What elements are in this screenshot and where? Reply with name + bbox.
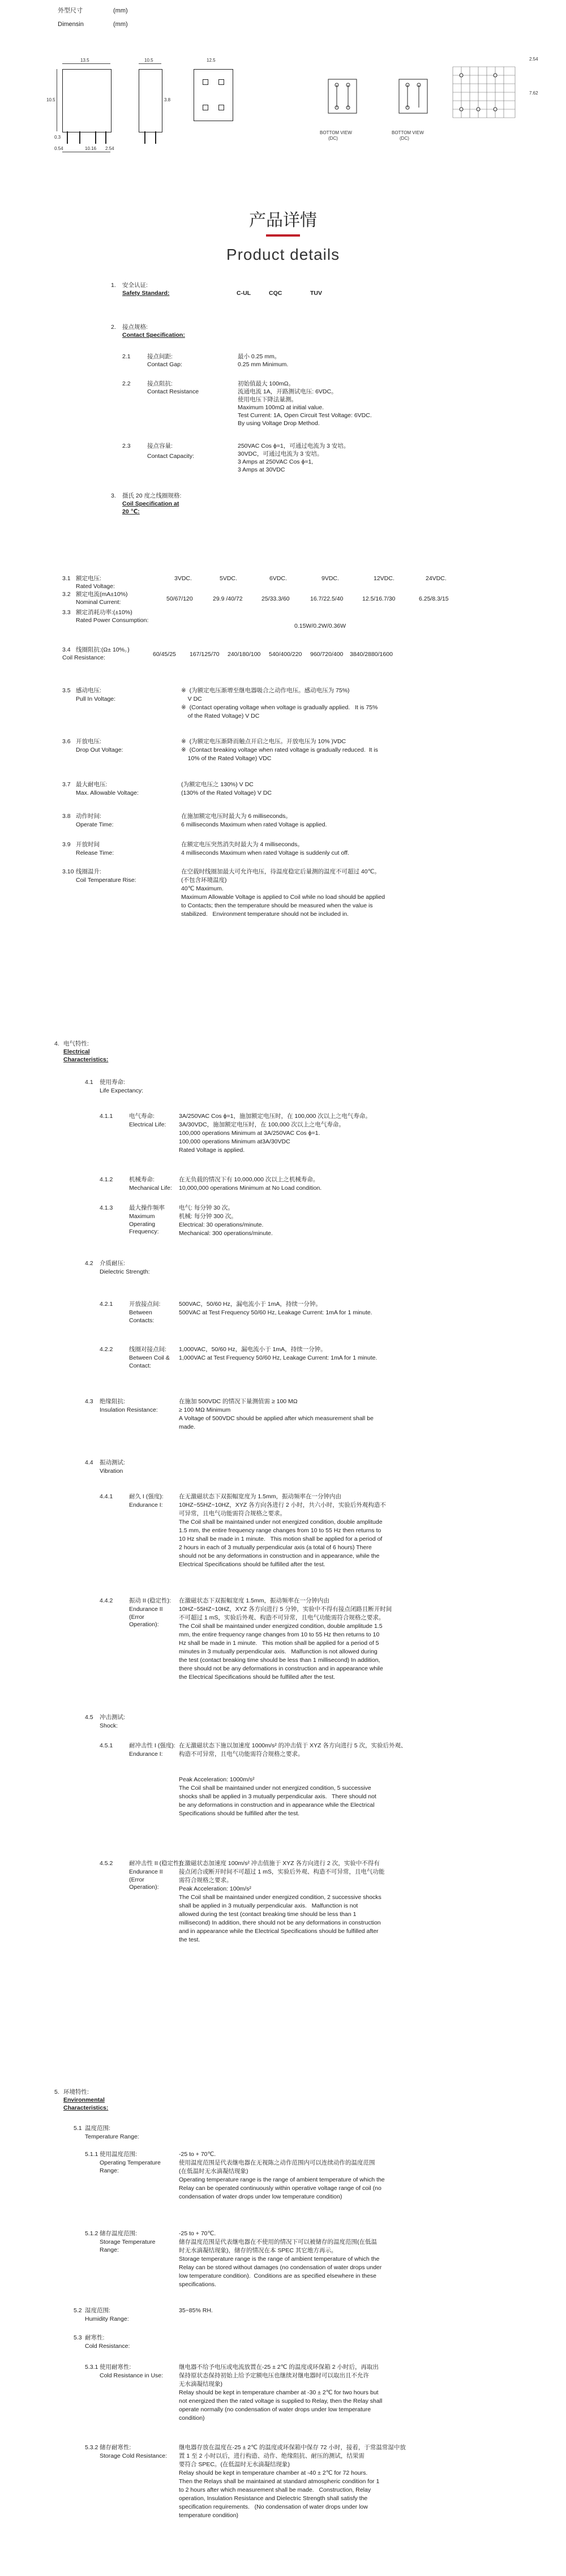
item-value-line: 在无激磁状态下施以加速度 1000m/s² 的冲击值于 XYZ 各方向进行 5 次，实验后外观、 [179,1742,407,1749]
cert-cul: C-UL [237,290,251,297]
item-label-en: Coil Temperature Rise: [76,877,136,884]
item-value-line: temperature condition) [179,2512,239,2519]
item-label-cn: 线圈对接点间: [129,1346,166,1353]
item-value-line: Specifications should be fulfilled after the test. [179,1810,300,1817]
item-value-line: and in appearance while the Electrical Specifications should be fulfilled after [179,1928,379,1935]
item-value-line: The Coil shall be maintained under not energized condition, double amplitude [179,1519,383,1525]
schematic-svg [317,68,368,136]
cert-cqc: CQC [269,290,282,297]
item-label-cn: 动作时间: [76,813,101,820]
coil-value: 0.15W/0.2W/0.36W [294,623,346,629]
item-num: 4.2 [85,1260,93,1267]
row-num: 3.1 [62,575,71,582]
item-num: 3.10 [62,868,74,875]
item-value-line: Relay should be kept in temperature chamber at -40 ± 2℃ for 72 hours. [179,2470,368,2476]
item-label-en: Temperature Range: [85,2133,139,2140]
item-label-en: Storage Cold Resistance: [100,2453,168,2459]
item-label-cn: 使用寿命: [100,1079,125,1086]
item-value-line: to 2 hours after which measurement shall be made. Construction, Relay [179,2487,371,2493]
item-value: Test Current: 1A, Open Circuit Test Voltage: 6VDC. [238,412,372,419]
item-value-line: 电气: 每分钟 30 次。 [179,1205,234,1211]
item-num: 5.1 [74,2125,82,2132]
front-pin [95,131,96,144]
item-value-line: 在无激磁状态下双振幅宽度为 1.5mm，振动频率在一分钟内由 [179,1493,342,1500]
item-value-line: 在施加额定电压时最大为 6 milliseconds。 [181,813,291,820]
item-value-line: 接点闭合或断开时间不可超过 1 mS，实验后外观、构造不可异常，且电气功能 [179,1868,385,1875]
front-body [62,69,112,132]
item-value-line: 在激磁状态加速度 100m/s² 冲击值施于 XYZ 各方向进行 2 次，实验中不得有 [179,1860,380,1867]
item-label-en: Shock: [100,1722,118,1729]
item-label-cn: 最大耐电压: [76,781,108,788]
item-cn: 接点容量: [147,443,173,449]
section-5-en-2: Characteristics: [63,2104,109,2111]
front-width-label: 13.5 [80,58,89,63]
coil-value: 3840/2880/1600 [350,651,393,658]
item-label-cn: 开放电压: [76,738,101,745]
item-en: Contact Gap: [147,361,182,368]
section-2-num: 2. [111,324,116,331]
item-value-line: not energized then the rated voltage is supplied to Relay, then the Relay shall [179,2398,383,2404]
section-2-en: Contact Specification: [122,332,185,338]
item-value-line: Storage temperature range is the range of ambient temperature of which the [179,2256,380,2262]
item-value-line: 时无水滴凝结现象)，储存的情况在本 SPEC 其它地方再示。 [179,2247,337,2254]
item-label-cn: 开放接点间: [129,1301,161,1308]
coil-value: 540/400/220 [269,651,302,658]
item-value-line: Relay can be operated continuously within operative voltage range of coil (no [179,2185,381,2192]
item-value: 0.25 mm Minimum. [238,361,289,368]
item-value-line: ≥ 100 MΩ Minimum [179,1407,231,1413]
section-3-en-1: Coil Specification at [122,500,179,507]
section-5-en-1: Environmental [63,2097,105,2103]
item-value-line: 需符合规格之要求。 [179,1877,233,1884]
item-value-line: ※ (为额定电压渐增至继电器吸合之动作电压。感动电压为 75%) [181,687,350,694]
coil-value: 240/180/100 [228,651,261,658]
item-value-line: Maximum Allowable Voltage is applied to Coil while no load should be applied [181,894,385,901]
section-3-num: 3. [111,492,116,499]
item-value-line: (130% of the Rated Voltage) V DC [181,790,272,796]
item-label-en: Release Time: [76,850,114,856]
row-en: Nominal Current: [76,599,121,606]
item-num: 3.9 [62,841,71,848]
item-value-line: should not be any deformations in construction and in appearance, while the [179,1553,380,1559]
item-label-en: Mechanical Life: [129,1185,172,1191]
item-value-line: specification requirements. (No condensation of water drops under low [179,2504,368,2510]
section-4-num: 4. [54,1040,59,1047]
item-num: 4.5.2 [100,1860,113,1867]
item-label-cn: 介质耐压: [100,1260,125,1267]
item-label-en: Cold Resistance in Use: [100,2372,164,2379]
item-value-line: 100,000 operations Minimum at 3A/250VAC Cos ϕ=1. [179,1130,320,1137]
item-value: Maximum 100mΩ at initial value. [238,404,324,411]
side-width-label: 10.5 [144,58,153,63]
item-value-line: 1.5 mm, the entire frequency range changes from 10 to 55 Hz then returns to [179,1527,381,1534]
item-value-line: 在无负载的情况下有 10,000,000 次以上之机械寿命。 [179,1176,319,1183]
item-label-en: Operate Time: [76,821,114,828]
item-value-line: minutes in 3 mutually perpendicular axis. Malfunction is not allowed during [179,1648,378,1655]
item-num: 5.1.1 [85,2151,98,2158]
section-3-en-2: 20 ℃: [122,508,140,515]
front-h1-label: 0.3 [54,135,61,140]
item-value-line: 10HZ~55HZ~10HZ，XYZ 各方向进行 5 分钟，实验中不得有接点闭路且断开时间 [179,1606,392,1613]
item-value-line: 10 Hz shall be made in 1 minute. This motion shall be applied for a period of [179,1536,383,1542]
coil-value: 167/125/70 [190,651,220,658]
item-label-cn: 机械寿命: [129,1176,155,1183]
item-label-cn: 绝缘阻抗: [100,1398,125,1405]
section-3-cn: 摄氏 20 度之线圈规格: [122,492,182,499]
item-num: 2.1 [122,353,131,360]
item-value-line: 要符合 SPEC。(在低温时无水滴凝结现象) [179,2461,290,2468]
item-value: 250VAC Cos ϕ=1，可通过电流为 3 安培。 [238,443,350,449]
item-label-en: Endurance II (Error Operation): [129,1606,163,1628]
item-value-line: shocks shall be applied in 3 mutually perpendicular axis. There should not [179,1793,376,1800]
schematic-svg [391,68,436,136]
item-value-line: be any deformations in construction and in appearance while the Electrical [179,1802,375,1808]
item-value-line: 置 1 至 2 小时以后，进行构造、动作、绝缘阻抗、耐压的测试，结果需 [179,2453,365,2459]
item-value-line: the Electrical Specifications should be fulfilled after the test. [179,1674,336,1681]
item-value-line: The Coil shall be maintained under not energized condition, 5 successive [179,1785,371,1791]
section-1-en: Safety Standard: [122,290,170,297]
item-value: By using Voltage Drop Method. [238,420,320,427]
item-value: 使用电压下降法量测。 [238,396,297,403]
item-en: Contact Capacity: [147,453,194,460]
title-accent-bar [266,234,300,237]
item-num: 4.4.1 [100,1493,113,1500]
item-value-line: 1,000VAC at Test Frequency 50/60 Hz, Leakage Current: 1mA for 1 minute. [179,1355,378,1361]
item-label-en: Drop Out Voltage: [76,747,123,753]
front-p3-label: 2.54 [105,146,114,151]
row-num: 3.2 [62,591,71,598]
item-label-en: Storage Temperature Range: [100,2239,156,2253]
row-cn: 线圈阻抗:(Ω± 10%。) [76,646,130,653]
item-value-line: ※ (为额定电压渐降而触点开启之电压。开放电压为 10% )VDC [181,738,346,745]
coil-value: 29.9 /40/72 [213,595,243,602]
coil-value: 16.7/22.5/40 [310,595,344,602]
front-pin [105,131,106,144]
dims-label-en: Dimensin [58,21,84,28]
item-value-line: Mechanical: 300 operations/minute. [179,1230,273,1237]
item-value-line: The Coil shall be maintained under energized condition, 2 successive shocks [179,1894,381,1901]
item-value-line: Rated Voltage is applied. [179,1147,245,1154]
item-label-cn: 感动电压: [76,687,101,694]
item-value: 最小 0.25 mm。 [238,353,281,360]
item-value-line: condensation of water drops under low temperature condition) [179,2193,342,2200]
item-value-line: ※ (Contact operating voltage when voltage is gradually applied. It is 75% [181,704,378,711]
item-value-line: the test. [179,1936,200,1943]
item-value: 流通电流 1A，开路测试电压: 6VDC。 [238,388,337,395]
item-label-en: Pull In Voltage: [76,696,116,702]
item-value-line: 在空载时线圈加最大可允许电压，待温度稳定后量测的温度不可超过 40℃。 [181,868,380,875]
item-value-line: 使用温度范围是代表继电器在无视陈之动作范围内可以连续动作的温度范围 [179,2159,375,2166]
item-label-cn: 耐冲击性 II (稳定性): [129,1860,183,1867]
item-value-line: shall be applied in 3 mutually perpendicular axis. Malfunction is not [179,1902,358,1909]
row-cn: 额定电流(mA±10%) [76,591,128,598]
section-4-en-1: Electrical [63,1048,90,1055]
item-label-cn: 耐冲击性 I (强度): [129,1742,175,1749]
dims-label-cn: 外型尺寸 [58,7,83,14]
bottom-view-label: BOTTOM VIEW [392,130,424,135]
item-value-line: 10,000,000 operations Minimum at No Load condition. [179,1185,322,1191]
coil-value: 25/33.3/60 [261,595,290,602]
coil-value: 5VDC. [220,575,237,582]
coil-value: 12.5/16.7/30 [362,595,396,602]
item-num: 5.2 [74,2307,82,2314]
pin-pad [203,79,208,85]
item-label-en: Max. Allowable Voltage: [76,790,139,796]
item-num: 4.3 [85,1398,93,1405]
item-value-line: 40℃ Maximum. [181,885,224,892]
item-value-line: 机械: 每分钟 300 次。 [179,1213,237,1220]
item-value-line: 保持原状态保持初始上给予定额电压也继续对继电器时可以取出且不允许 [179,2372,369,2379]
item-value-line: ※ (Contact breaking voltage when rated voltage is gradually reduced. It is [181,747,378,753]
item-label-cn: 使用温度范围: [100,2151,137,2158]
front-p2-label: 10.16 [85,146,97,151]
item-num: 4.4 [85,1459,93,1466]
item-label-en: Dielectric Strength: [100,1268,150,1275]
item-num: 3.5 [62,687,71,694]
item-value-line: Operating temperature range is the range of ambient temperature of which the [179,2176,385,2183]
item-value-line: specifications. [179,2281,216,2288]
item-label-en: Life Expectancy: [100,1087,144,1094]
row-num: 3.4 [62,646,71,653]
section-1-cn: 安全认证: [122,282,148,289]
item-value-line: stabilized. Environment temperature should not be included in. [181,911,349,918]
section-2-cn: 接点规格: [122,324,148,331]
item-value-line: 10% of the Rated Voltage) VDC [181,755,272,762]
item-value-line: 4 milliseconds Maximum when rated Voltage is suddenly cut off. [181,850,349,856]
item-num: 4.4.2 [100,1597,113,1604]
bottom-view-sub: (DC) [400,136,409,141]
item-label-cn: 使用耐寒性: [100,2364,131,2371]
item-num: 4.1.2 [100,1176,113,1183]
item-value-line: 2 hours in each of 3 mutually perpendicular axis (a total of 6 hours) There [179,1544,372,1551]
item-value-line: 继电器不给予电压或电流放置在-25 ± 2℃ 的温度或环保箱 2 小时后，再取出 [179,2364,379,2371]
item-value-line: 100,000 operations Minimum at3A/30VDC [179,1138,290,1145]
item-value-line: of the Rated Voltage) V DC [181,713,260,719]
side-height-label: 3.8 [164,97,171,102]
item-value-line: (为额定电压之 130%) V DC [181,781,254,788]
item-value-line: to Contacts; then the temperature should be measured when the value is [181,902,373,909]
item-num: 2.3 [122,443,131,449]
coil-value: 960/720/400 [310,651,344,658]
item-value-line: 储存温度范围是代表继电器在不使用的情况下可以被储存的温度范围(在低温 [179,2239,377,2245]
row-cn: 额定消耗功率:(±10%) [76,609,132,616]
item-label-cn: 冲击测试: [100,1714,125,1721]
row-en: Rated Power Consumption: [76,617,149,624]
item-label-cn: 电气寿命: [129,1113,155,1120]
coil-value: 9VDC. [321,575,339,582]
top-body [194,69,233,121]
item-value-line: 在额定电压突然消失时最大为 4 milliseconds。 [181,841,303,848]
bottom-view-sub: (DC) [328,136,338,141]
item-value-line: Electrical: 30 operations/minute. [179,1221,264,1228]
coil-value: 6VDC. [269,575,287,582]
side-pin [155,131,156,144]
front-pin [67,131,68,144]
row-en: Rated Voltage: [76,583,115,590]
side-body [139,69,162,132]
cert-tuv: TUV [310,290,322,297]
item-value-line: Hz shall be made in 1 minute. This motion shall be applied for a period of 5 [179,1640,379,1647]
item-label-en: Humidity Range: [85,2316,129,2322]
item-label-cn: 温度范围: [85,2125,110,2132]
item-value-line: the test (contact breaking time should be less than 1 millisecond) In addition, [179,1657,380,1664]
item-value-line: 继电器存放在温度在-25 ± 2℃ 的温度或环保箱中保存 72 小时，接着，于常温常湿中放 [179,2444,406,2451]
item-value-line: 500VAC at Test Frequency 50/60 Hz, Leakage Current: 1mA for 1 minute. [179,1309,372,1316]
item-value-line: 500VAC，50/60 Hz，漏电流小于 1mA，持续一分钟。 [179,1301,321,1308]
item-label-cn: 开放时间 [76,841,100,848]
item-value-line: 3A/30VDC，施加额定电压时，在 100,000 次以上之电气寿命。 [179,1121,345,1128]
coil-value: 24VDC. [426,575,447,582]
item-en: Contact Resistance [147,388,199,395]
section-5-cn: 环境特性: [63,2089,89,2095]
item-num: 4.5 [85,1714,93,1721]
section-4-en-2: Characteristics: [63,1056,109,1063]
item-num: 3.7 [62,781,71,788]
item-value-line: 6 milliseconds Maximum when rated Voltage is applied. [181,821,327,828]
item-cn: 接点阻抗: [147,380,173,387]
dims-unit-1: (mm) [113,7,128,14]
top-width-label: 12.5 [207,58,216,63]
item-label-en: Operating Temperature Range: [100,2159,161,2174]
coil-value: 3VDC. [174,575,192,582]
item-value-line: operate normally (no condensation of water drops under low temperature [179,2406,371,2413]
product-details-title-en: Product details [226,246,340,263]
item-value-line: millisecond) In addition, there should not be any deformations in construction [179,1919,381,1926]
coil-value: 6.25/8.3/15 [419,595,449,602]
item-num: 5.1.2 [85,2230,98,2237]
item-num: 4.1.1 [100,1113,113,1120]
item-value-line: 3A/250VAC Cos ϕ=1，施加额定电压时，在 100,000 次以上之电气寿命。 [179,1113,371,1120]
item-value: 3 Amps at 250VAC Cos ϕ=1, [238,458,314,465]
item-num: 4.5.1 [100,1742,113,1749]
item-label-cn: 线圈温升: [76,868,101,875]
item-value: 30VDC，可通过电流为 3 安培。 [238,451,323,457]
item-label-en: Electrical Life: [129,1121,166,1128]
item-value-line: 可异常，且电气功能需符合规格之要求。 [179,1510,286,1517]
pin-pad [218,105,224,110]
item-value-line: low temperature condition). Conditions are as specified elsewhere in these [179,2273,377,2279]
pcb-spacing-label: 7.62 [529,91,538,96]
item-value-line: Peak Acceleration: 1000m/s² [179,1776,255,1783]
side-pin [144,131,145,144]
item-value-line: condition) [179,2415,205,2421]
row-num: 3.3 [62,609,71,616]
item-label-en: Endurance I: [129,1502,163,1508]
item-value-line: 无水滴凝结现象) [179,2381,222,2388]
item-value-line: Relay should be kept in temperature chamber at -30 ± 2℃ for two hours but [179,2389,379,2396]
item-label-cn: 耐寒性: [85,2334,105,2341]
item-label-en: Endurance II (Error Operation): [129,1868,163,1891]
pin-pad [203,105,208,110]
item-num: 4.2.2 [100,1346,113,1353]
item-label-cn: 湿度范围: [85,2307,110,2314]
product-details-title-cn: 产品详情 [249,211,317,230]
item-num: 3.6 [62,738,71,745]
item-value: 3 Amps at 30VDC [238,466,285,473]
item-value-line: Relay can be stored without damages (no condensation of water drops under [179,2264,382,2271]
item-label-cn: 振动测试: [100,1459,125,1466]
item-value-line: mm, the entire frequency range changes from 10 to 55 Hz then returns to 10 [179,1631,380,1638]
item-num: 4.2.1 [100,1301,113,1308]
item-label-cn: 最大操作频率 [129,1205,165,1211]
item-num: 5.3.2 [85,2444,98,2451]
item-label-cn: 振动 II (稳定性): [129,1597,171,1604]
item-value-line: made. [179,1424,196,1430]
item-num: 4.1.3 [100,1205,113,1211]
item-value: 初始值最大 100mΩ。 [238,380,295,387]
item-num: 5.3 [74,2334,82,2341]
item-value-line: 10HZ~55HZ~10HZ，XYZ 各方向各进行 2 小时，共六小时，实验后外观构造不 [179,1502,386,1508]
item-value-line: Electrical Specifications should be fulfilled after the test. [179,1561,325,1568]
item-label-cn: 储存温度范围: [100,2230,137,2237]
coil-value: 50/67/120 [166,595,193,602]
item-value-line: A Voltage of 500VDC should be applied after which measurement shall be [179,1415,374,1422]
coil-value: 12VDC. [374,575,395,582]
section-4-cn: 电气特性: [63,1040,89,1047]
front-height-label: 10.5 [46,97,55,102]
item-value-line: 构造不可异常，且电气功能需符合规格之要求。 [179,1751,304,1758]
bottom-view-label: BOTTOM VIEW [320,130,352,135]
item-label-cn: 储存耐寒性: [100,2444,131,2451]
row-en: Coil Resistance: [62,654,105,661]
coil-value: 60/45/25 [153,651,176,658]
item-label-en: Maximum Operating Frequency: [129,1213,159,1236]
item-value-line: -25 to + 70℃. [179,2230,216,2237]
item-value-line: 1,000VAC，50/60 Hz，漏电流小于 1mA，持续一分钟。 [179,1346,327,1353]
row-cn: 额定电压: [76,575,101,582]
dims-unit-2: (mm) [113,21,128,28]
item-value-line: Peak Acceleration: 100m/s² [179,1885,251,1892]
item-num: 4.1 [85,1079,93,1086]
item-value-line: The Coil shall be maintained under energized condition, double amplitude 1.5 [179,1623,383,1630]
item-label-en: Between Contacts: [129,1309,155,1324]
item-label-en: Insulation Resistance: [100,1407,158,1413]
item-value-line: (在低温时无水滴凝结现象) [179,2168,248,2175]
item-label-cn: 耐久 I (强度): [129,1493,164,1500]
front-pin [79,131,80,144]
pcb-grid-svg [447,61,526,135]
item-cn: 接点间距: [147,353,173,360]
item-num: 3.8 [62,813,71,820]
item-value-line: there should not be any deformations in construction and in appearance while [179,1665,383,1672]
item-value-line: -25 to + 70℃. [179,2151,216,2158]
item-value-line: Then the Relays shall be maintained at standard atmospheric condition for 1 [179,2478,380,2485]
item-num: 5.3.1 [85,2364,98,2371]
item-value-line: operation, Insulation Resistance and Dielectric Strength shall satisfy the [179,2495,368,2502]
item-value-line: 不可超过 1 mS，实验后外观、构造不可异常，且电气功能需符合规格之要求。 [179,1614,385,1621]
item-label-en: Between Coil & Contact: [129,1355,170,1369]
section-1-num: 1. [111,282,116,289]
pcb-pitch-label: 2.54 [529,57,538,62]
item-value-line: 在施加 500VDC 的情况下量测值需 ≥ 100 MΩ [179,1398,298,1405]
item-value-line: allowed during the test (contact breaking time should be less than 1 [179,1911,357,1918]
item-label-en: Vibration [100,1468,123,1475]
front-p1-label: 0.54 [54,146,63,151]
item-label-en: Endurance I: [129,1751,163,1758]
pin-pad [218,79,224,85]
item-num: 2.2 [122,380,131,387]
humidity-value: 35~85% RH. [179,2307,213,2314]
item-value-line: V DC [181,696,202,702]
item-value-line: (不包含环境温度) [181,877,227,884]
section-5-num: 5. [54,2089,59,2095]
item-value-line: 在激磁状态下双振幅宽度 1.5mm，振动频率在一分钟内由 [179,1597,330,1604]
item-label-en: Cold Resistance: [85,2343,130,2350]
